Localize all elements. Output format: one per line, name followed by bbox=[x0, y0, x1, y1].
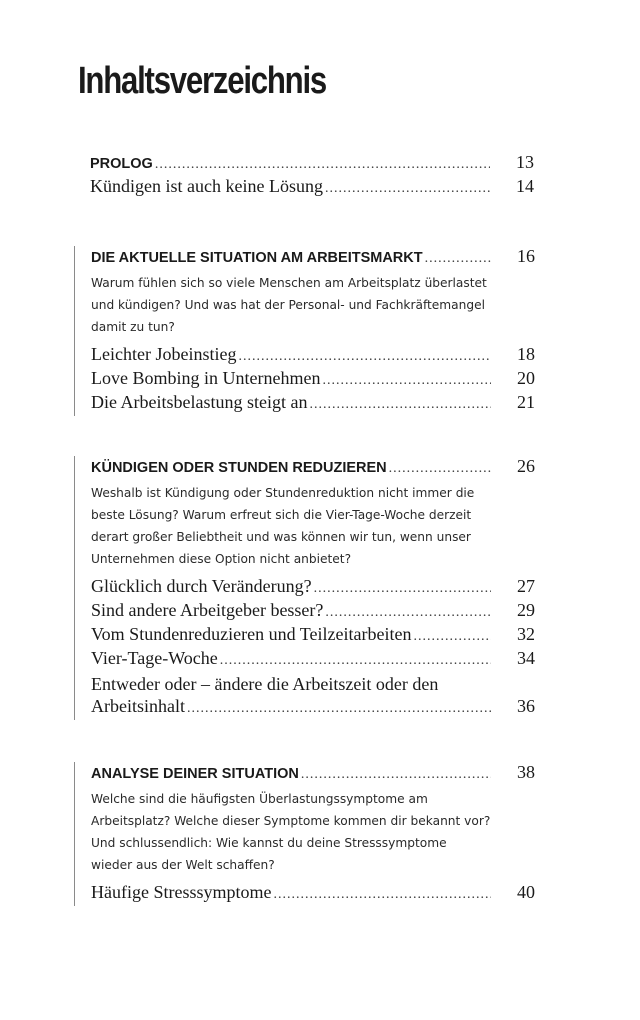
toc-entry-label: Vom Stundenreduzieren und Teilzeitarbeiten bbox=[91, 624, 412, 644]
toc-heading-label: KÜNDIGEN ODER STUNDEN REDUZIEREN bbox=[91, 460, 387, 476]
toc-entry-label: Love Bombing in Unternehmen bbox=[91, 368, 321, 388]
section-description: Welche sind die häufigsten Überlastungssymptome am Arbeitsplatz? Welche dieser Symptome kommen dir bekannt vor? Und schlussendlich: Wie kannst du deine Stresssymptome wieder aus der Welt schaffen? bbox=[91, 792, 491, 872]
leader-dots bbox=[325, 605, 491, 621]
toc-entry-label-line2: Arbeitsinhalt bbox=[91, 696, 185, 716]
page-number: 29 bbox=[517, 600, 535, 620]
toc-entry[interactable] bbox=[75, 624, 535, 648]
toc-entry-label: Häufige Stresssymptome bbox=[91, 882, 272, 902]
toc-entry[interactable] bbox=[75, 392, 535, 416]
leader-dots bbox=[389, 461, 491, 477]
leader-dots bbox=[187, 701, 491, 717]
toc-entry[interactable] bbox=[75, 368, 535, 392]
page-number: 20 bbox=[517, 368, 535, 388]
toc-entry-label: Die Arbeitsbelastung steigt an bbox=[91, 392, 308, 412]
leader-dots bbox=[238, 349, 491, 365]
toc-entry[interactable] bbox=[75, 344, 535, 368]
toc-entry-label: Leichter Jobeinstieg bbox=[91, 344, 237, 364]
leader-dots bbox=[322, 373, 491, 389]
toc-entry[interactable] bbox=[75, 576, 535, 600]
page-number: 38 bbox=[517, 762, 535, 782]
page-number: 34 bbox=[517, 648, 535, 668]
leader-dots bbox=[309, 397, 491, 413]
page-number: 13 bbox=[516, 152, 534, 172]
page-number: 36 bbox=[517, 696, 535, 716]
leader-dots bbox=[325, 181, 490, 197]
toc-entry[interactable] bbox=[75, 882, 535, 906]
leader-dots bbox=[413, 629, 491, 645]
toc-entry[interactable] bbox=[75, 648, 535, 672]
toc-heading-label: ANALYSE DEINER SITUATION bbox=[91, 766, 299, 782]
toc-section-prolog bbox=[74, 152, 534, 200]
leader-dots bbox=[220, 653, 491, 669]
toc-entry-line2 bbox=[91, 696, 535, 720]
leader-dots bbox=[155, 157, 490, 173]
toc-entry-label: Glücklich durch Veränderung? bbox=[91, 576, 312, 596]
toc-entry[interactable] bbox=[75, 600, 535, 624]
page-number: 26 bbox=[517, 456, 535, 476]
toc-heading[interactable] bbox=[75, 246, 535, 270]
leader-dots bbox=[425, 251, 491, 267]
toc-heading[interactable] bbox=[75, 762, 535, 786]
toc-heading[interactable] bbox=[74, 152, 534, 176]
leader-dots bbox=[273, 887, 491, 903]
toc-entry-label: Vier-Tage-Woche bbox=[91, 648, 218, 668]
page-number: 32 bbox=[517, 624, 535, 644]
section-description: Weshalb ist Kündigung oder Stundenreduktion nicht immer die beste Lösung? Warum erfreut sich die Vier-Tage-Woche derzeit derart großer Beliebtheit und was können wir tun, wenn unser Unternehmen diese Option nicht anbietet? bbox=[91, 486, 475, 566]
toc-entry[interactable] bbox=[74, 176, 534, 200]
toc-entry-multiline[interactable] bbox=[75, 672, 535, 720]
toc-section-kuendigen bbox=[74, 456, 535, 720]
page-number: 27 bbox=[517, 576, 535, 596]
toc-heading[interactable] bbox=[75, 456, 535, 480]
page-number: 18 bbox=[517, 344, 535, 364]
page-number: 16 bbox=[517, 246, 535, 266]
leader-dots bbox=[314, 581, 491, 597]
toc-section-analyse bbox=[74, 762, 535, 906]
page-title: Inhaltsverzeichnis bbox=[78, 60, 327, 102]
page-number: 14 bbox=[516, 176, 534, 196]
toc-heading-label: DIE AKTUELLE SITUATION AM ARBEITSMARKT bbox=[91, 250, 423, 266]
leader-dots bbox=[301, 767, 491, 783]
toc-entry-label: Sind andere Arbeitgeber besser? bbox=[91, 600, 324, 620]
toc-heading-label: PROLOG bbox=[90, 156, 153, 172]
page-number: 21 bbox=[517, 392, 535, 412]
toc-entry-label-line1: Entweder oder – ändere die Arbeitszeit oder den bbox=[91, 674, 439, 694]
toc-section-arbeitsmarkt bbox=[74, 246, 535, 416]
page-number: 40 bbox=[517, 882, 535, 902]
section-description: Warum fühlen sich so viele Menschen am Arbeitsplatz überlastet und kündigen? Und was hat der Personal- und Fachkräftemangel damit zu tun? bbox=[91, 276, 487, 334]
toc-entry-label: Kündigen ist auch keine Lösung bbox=[90, 176, 323, 196]
